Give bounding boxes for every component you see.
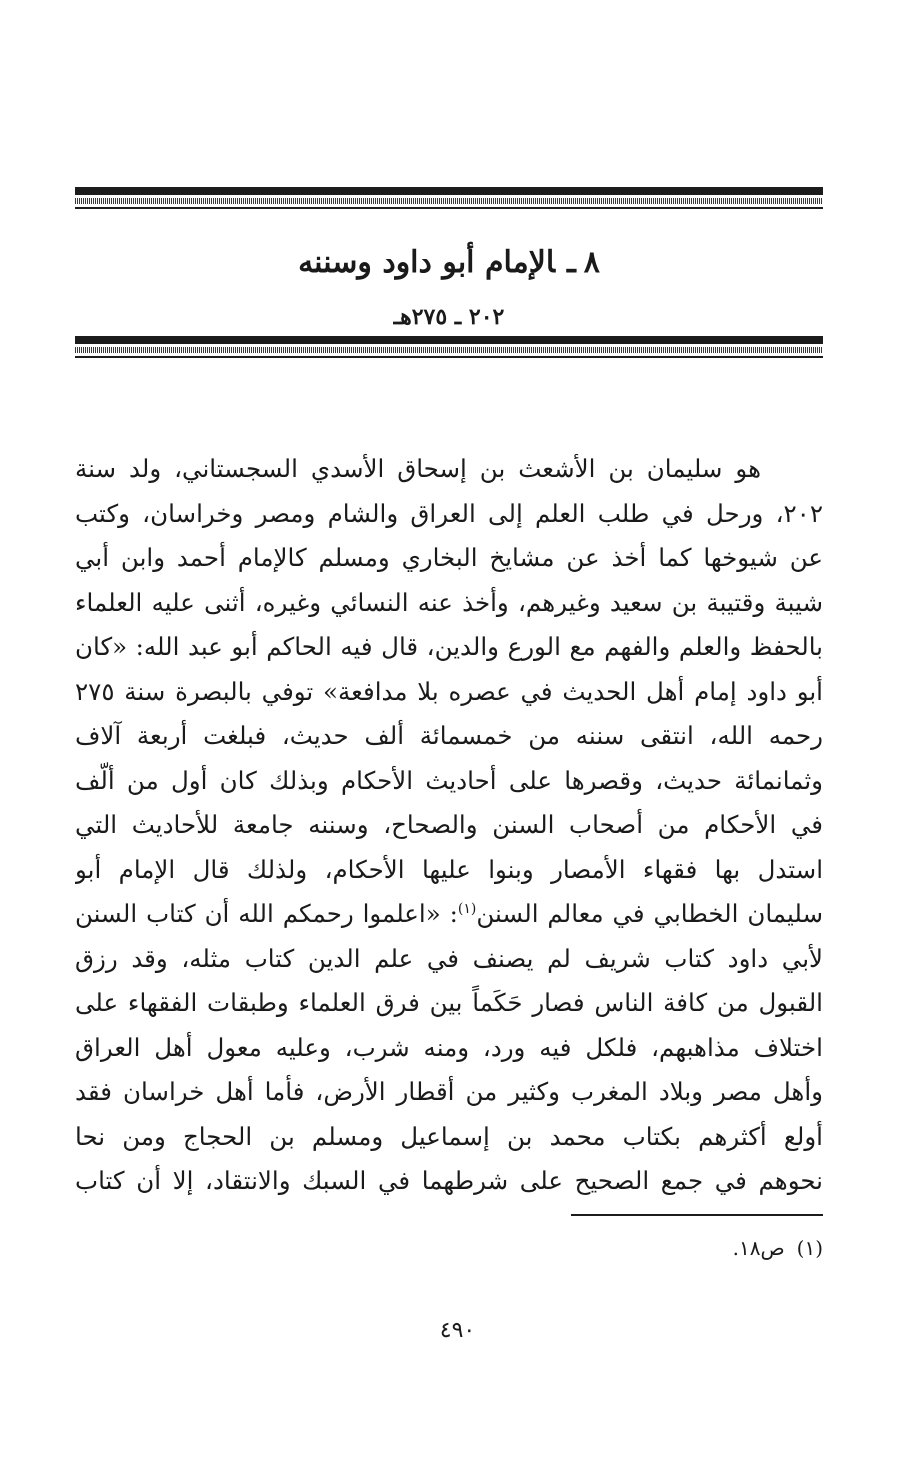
body-line: وثمانمائة حديث، وقصرها على أحاديث الأحكام وبذلك كان أول من ألّف [75, 765, 823, 795]
body-line-segment: : «اعلموا رحمكم الله أن كتاب السنن [75, 899, 458, 928]
body-line: استدل بها فقهاء الأمصار وبنوا عليها الأحكام، ولذلك قال الإمام أبو [75, 854, 823, 884]
chapter-title [75, 238, 823, 288]
body-line: رحمه الله، انتقى سننه من خمسمائة ألف حديث، فبلغت أربعة آلاف [75, 721, 823, 750]
body-line: أبو داود إمام أهل الحديث في عصره بلا مدافعة» توفي بالبصرة سنة ٢٧٥ [75, 676, 823, 706]
rule-thick-line [75, 187, 823, 195]
rule-thick-line [75, 336, 823, 344]
chapter-title-text: الإمام أبو داود وسننه [298, 245, 555, 280]
rule-hatched-line [75, 198, 823, 204]
body-line: وأهل مصر وبلاد المغرب وكثير من أقطار الأرض، فأما أهل خراسان فقد [75, 1077, 823, 1106]
rule-hatched-line [75, 347, 823, 353]
body-line: القبول من كافة الناس فصار حَكَماً بين فرق العلماء وطبقات الفقهاء على [75, 988, 823, 1017]
rule-thin-line [75, 207, 823, 209]
rule-thin-line [75, 356, 823, 358]
body-line-with-footnote [75, 892, 823, 937]
body-paragraph [75, 447, 823, 1204]
chapter-separator: ـ [566, 245, 576, 280]
header-top-rule [75, 187, 823, 209]
body-line: لأبي داود كتاب شريف لم يصنف في علم الدين كتاب مثله، وقد رزق [75, 943, 823, 973]
body-line: شيبة وقتيبة بن سعيد وغيرهم، وأخذ عنه النسائي وغيره، أثنى عليه العلماء [75, 587, 823, 617]
chapter-dates: ٢٠٢ ـ ٢٧٥هـ [393, 304, 505, 330]
body-line-segment: سليمان الخطابي في معالم السنن [476, 899, 823, 928]
body-line: في الأحكام من أصحاب السنن والصحاح، وسننه جامعة للأحاديث التي [75, 810, 823, 839]
body-line: هو سليمان بن الأشعث بن إسحاق الأسدي السجستاني، ولد سنة [75, 454, 761, 483]
footnote-text: ص١٨. [732, 1236, 785, 1260]
header-bottom-rule [75, 336, 823, 358]
body-line: اختلاف مذاهبهم، فلكل فيه ورد، ومنه شرب، وعليه معول أهل العراق [75, 1032, 823, 1062]
chapter-number: ٨ [583, 245, 600, 280]
page-number: ٤٩٠ [439, 1318, 476, 1343]
body-line: عن شيوخها كما أخذ عن مشايخ البخاري ومسلم كالإمام أحمد وابن أبي [75, 543, 823, 572]
body-line: بالحفظ والعلم والفهم مع الورع والدين، قال فيه الحاكم أبو عبد الله: «كان [75, 632, 823, 661]
body-line: ٢٠٢، ورحل في طلب العلم إلى العراق والشام ومصر وخراسان، وكتب [75, 498, 823, 528]
footnote-mark: (١) [796, 1236, 823, 1260]
footnote [733, 1233, 823, 1263]
footnote-reference[interactable]: (١) [457, 900, 477, 917]
footnote-separator [571, 1214, 823, 1216]
body-line: نحوهم في جمع الصحيح على شرطهما في السبك والانتقاد، إلا أن كتاب [75, 1166, 823, 1195]
body-line: أولع أكثرهم بكتاب محمد بن إسماعيل ومسلم بن الحجاج ومن نحا [75, 1121, 823, 1151]
